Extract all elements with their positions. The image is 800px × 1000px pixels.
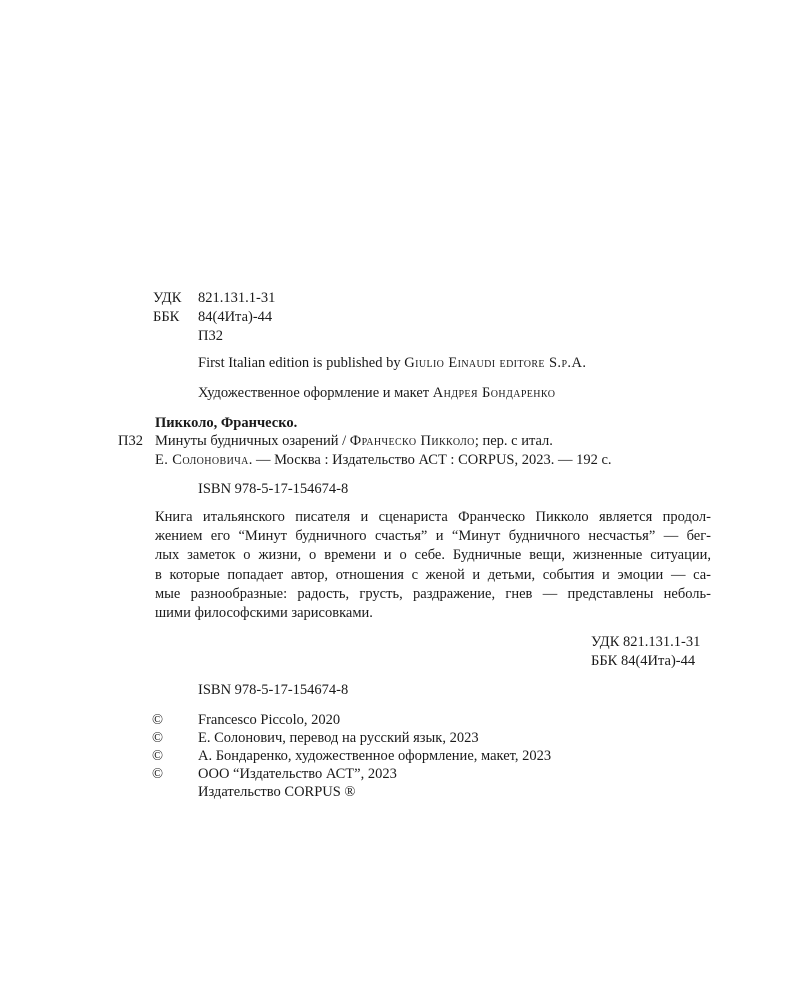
catalog-title: Минуты будничных озарений / — [155, 433, 350, 449]
annotation-line: Книга итальянского писателя и сценариста Франческо Пикколо является продол- — [155, 509, 711, 525]
udk-value: 821.131.1-31 — [198, 290, 276, 306]
catalog-translator: Е. Солоновича — [155, 452, 249, 468]
copyright-symbol: © — [152, 712, 164, 728]
copyright-text: Е. Солонович, перевод на русский язык, 2023 — [198, 730, 479, 746]
class-right-bbk: ББК 84(4Ита)-44 — [591, 653, 696, 669]
imprint: Издательство CORPUS ® — [198, 784, 356, 800]
bbk-value: 84(4Ита)-44 — [198, 309, 273, 325]
copyright-text: А. Бондаренко, художественное оформление, макет, 2023 — [198, 748, 552, 764]
catalog-line-1 — [155, 432, 553, 451]
annotation-line: мые разнообразные: радость, грусть, раздражение, гнев — представлены неболь- — [155, 585, 711, 602]
design-credit-prefix: Художественное оформление и макет — [198, 385, 433, 401]
isbn-bottom: ISBN 978-5-17-154674-8 — [198, 682, 349, 698]
class-right-udk: УДК 821.131.1-31 — [591, 634, 701, 650]
first-edition-prefix: First Italian edition is published by — [198, 355, 405, 371]
copyright-symbol: © — [152, 748, 164, 764]
catalog-mark: П32 — [118, 433, 143, 449]
catalog-line-2 — [155, 451, 612, 470]
annotation-line: жением его “Минут будничного счастья” и “Минут будничного несчастья” — бег- — [155, 528, 711, 545]
copyright-text: Francesco Piccolo, 2020 — [198, 712, 341, 728]
copyright-text: ООО “Издательство АСТ”, 2023 — [198, 766, 397, 782]
catalog-line2-rest: . — Москва : Издательство АСТ : CORPUS, 2023. — 192 с. — [248, 452, 612, 468]
design-credit-line — [198, 384, 555, 403]
annotation — [155, 508, 711, 623]
bbk-label: ББК — [153, 309, 180, 325]
first-edition-line — [198, 354, 586, 373]
design-credit-name: Андрея Бондаренко — [432, 385, 556, 401]
first-edition-publisher: Giulio Einaudi editore S.p.A. — [404, 355, 587, 371]
copyright-symbol: © — [152, 766, 164, 782]
catalog-heading: Пикколо, Франческо. — [155, 415, 298, 431]
catalog-author: Франческо Пикколо — [349, 433, 475, 449]
isbn-top: ISBN 978-5-17-154674-8 — [198, 481, 349, 497]
catalog-line1-rest: ; пер. с итал. — [474, 433, 553, 449]
copyright-symbol: © — [152, 730, 164, 746]
annotation-line: шими философскими зарисовками. — [155, 605, 373, 622]
author-mark: П32 — [198, 328, 223, 344]
udk-label: УДК — [153, 290, 182, 306]
annotation-line: в которые попадает автор, отношения с женой и детьми, события и эмоции — са- — [155, 566, 711, 583]
annotation-line: лых заметок о жизни, о времени и о себе. Будничные вещи, жизненные ситуации, — [155, 547, 711, 564]
